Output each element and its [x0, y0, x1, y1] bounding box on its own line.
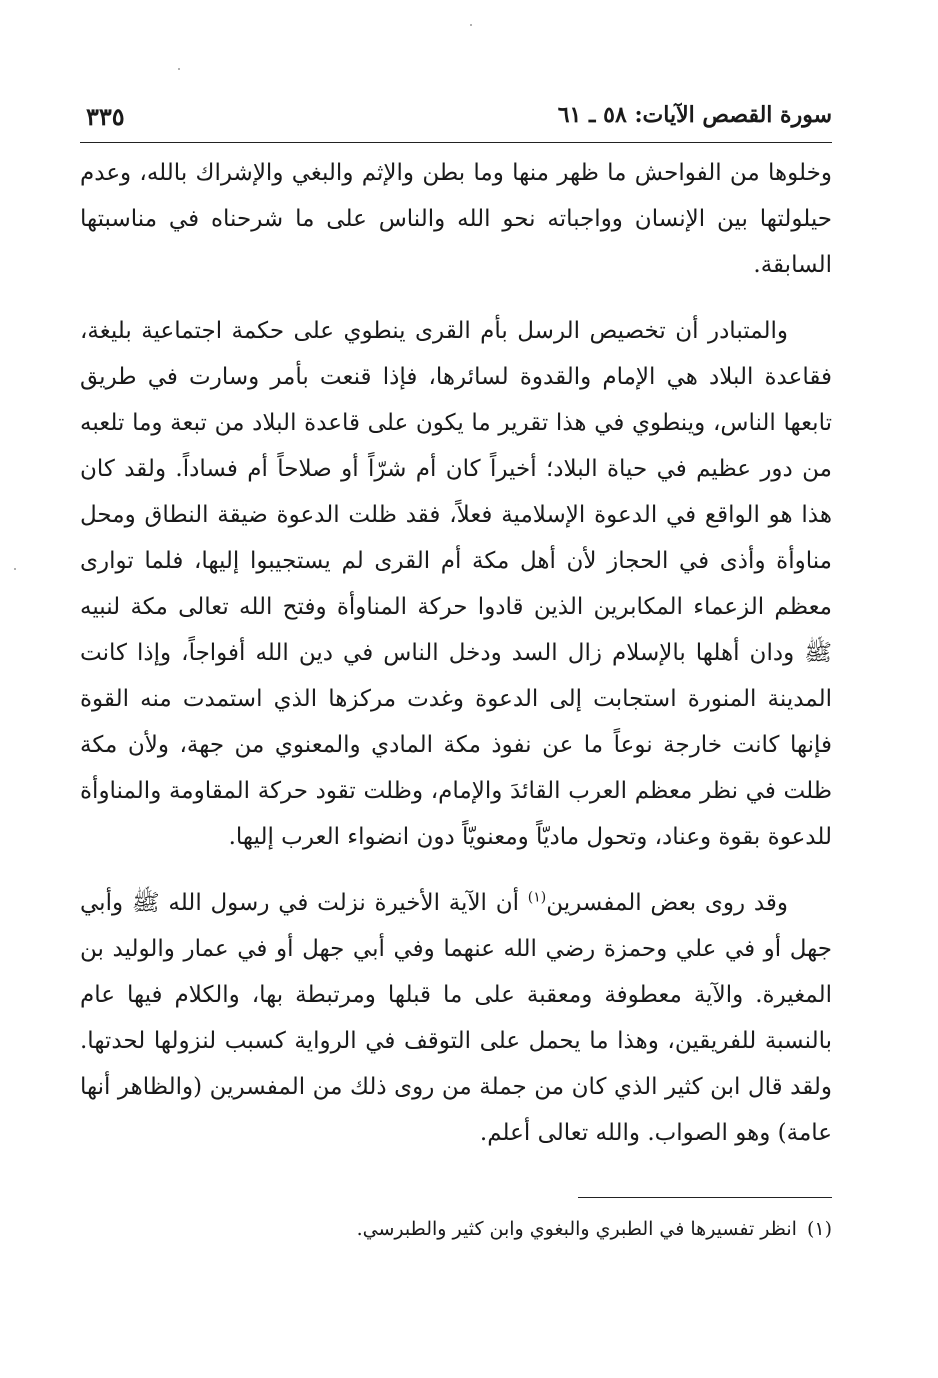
header-divider: [80, 142, 832, 143]
running-header: [80, 96, 832, 136]
page-number: ٣٣٥: [86, 102, 125, 131]
paragraph-3-before: وقد روى بعض المفسرين: [546, 890, 788, 916]
paragraph-3: [80, 880, 832, 1156]
scan-speck: [14, 568, 16, 570]
footnote: [80, 1214, 832, 1244]
paragraph-1: وخلوها من الفواحش ما ظهر منها وما بطن والإثم والبغي والإشراك بالله، وعدم حيلولتها بين الإنسان وواجباته نحو الله والناس على ما شرحناه في مناسبتها السابقة.: [80, 160, 832, 278]
footnote-reference[interactable]: (١): [527, 889, 547, 906]
body-text: [80, 150, 832, 1156]
header-title: سورة القصص الآيات: ٥٨ ـ ٦١: [557, 102, 832, 128]
paragraph-3-after: أن الآية الأخيرة نزلت في رسول الله ﷺ وأبي جهل أو في علي وحمزة رضي الله عنهما وفي أبي جهل أو في عمار والوليد بن المغيرة. والآية معطوفة ومعقبة على ما قبلها ومرتبطة بها، والكلام فيها عام بالنسبة للفريقين، وهذا ما يحمل على التوقف في الرواية كسبب لنزولها لحدتها. ولقد قال ابن كثير الذي كان من جملة من روى ذلك من المفسرين (والظاهر أنها عامة) وهو الصواب. والله تعالى أعلم.: [80, 890, 832, 1146]
footnote-divider: [578, 1197, 832, 1198]
footnote-marker: (١): [806, 1218, 832, 1240]
scan-speck: [178, 68, 180, 70]
paragraph-2: والمتبادر أن تخصيص الرسل بأم القرى ينطوي على حكمة اجتماعية بليغة، فقاعدة البلاد هي الإمام والقدوة لسائرها، فإذا قنعت بأمر وسارت في طريق تابعها الناس، وينطوي في هذا تقرير ما يكون على قاعدة البلاد من تبعة وما تلعبه من دور عظيم في حياة البلاد؛ أخيراً كان أم شرّاً أو صلاحاً أم فساداً. ولقد كان هذا هو الواقع في الدعوة الإسلامية فعلاً، فقد ظلت الدعوة ضيقة النطاق ومحل مناوأة وأذى في الحجاز لأن أهل مكة أم القرى لم يستجيبوا إليها، فلما توارى معظم الزعماء المكابرين الذين قادوا حركة المناوأة وفتح الله تعالى مكة لنبيه ﷺ ودان أهلها بالإسلام زال السد ودخل الناس في دين الله أفواجاً، وإذا كانت المدينة المنورة استجابت إلى الدعوة وغدت مركزها الذي استمدت منه القوة فإنها كانت خارجة نوعاً ما عن نفوذ مكة المادي والمعنوي من جهة، ولأن مكة ظلت في نظر معظم العرب القائدَ والإمام، وظلت تقود حركة المقاومة والمناوأة للدعوة بقوة وعناد، وتحول ماديّاً ومعنويّاً دون انضواء العرب إليها.: [80, 318, 832, 850]
footnote-text: انظر تفسيرها في الطبري والبغوي وابن كثير والطبرسي.: [356, 1218, 797, 1240]
scan-speck: [470, 24, 472, 26]
